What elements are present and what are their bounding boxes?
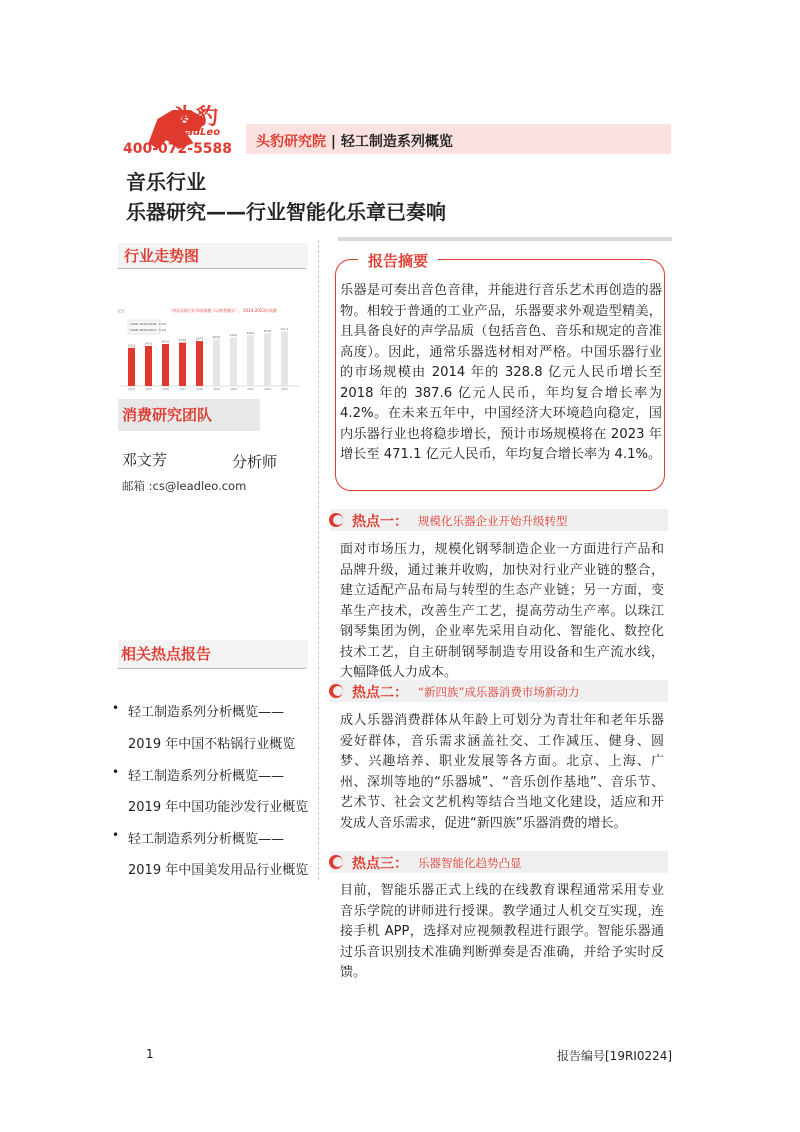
header-title [256,131,453,151]
chart-category-label: 2014 [128,388,135,391]
chart-bar-2018 [196,341,203,386]
chart-category-label: 2022 [264,388,271,391]
chart-value-label: 471.1 [280,327,289,331]
chart-category-label: 2019 [213,388,220,391]
column-divider [318,240,319,880]
related-report-link[interactable]: 2019 年中国美发用品行业概览 [128,863,309,878]
divider [338,237,672,241]
chart-bar-2014 [128,348,135,386]
hotpoint-text: 目前，智能乐器正式上线的在线教育课程通常采用专业音乐学院的讲师进行授课。教学通过人机交互实现，连接手机 APP，选择对应视频教程进行跟学。智能乐器通过乐音识别技术准确判断弹奏是否准确，并给予实时反馈。 [340,883,664,980]
chart-value-label: 374.0 [178,339,187,343]
summary-text: 乐器是可奏出音色音律，并能进行音乐艺术再创造的器物。相较于普通的工业产品，乐器要求外观造型精美，且具备良好的声学品质（包括音色、音乐和规定的音准高度）。因此，通常乐器选材相对严格。中国乐器行业的市场规模由 2014 年的 328.8 亿元人民币增长至 2018 年的 387.6 亿元人民币，年均复合增长率为 4.2%。在未来五年中，中国经济大环境趋向稳定，国内乐器行业也将稳步增长，预计市场规模将在 2023 年增长至 471.1 亿元人民币，年均复合增长率为 4.1%。 [340,283,662,462]
crescent-icon [329,513,343,527]
chart-value-label: 362.0 [161,340,170,344]
hotpoint-subtitle: “新四族”成乐器消费市场新动力 [418,685,580,699]
crescent-icon [329,684,343,698]
related-heading: 相关热点报告 [118,640,308,668]
chart-legend-2: CAGR 2019-2023：4.1% [130,328,167,332]
chart-category-label: 2021 [247,388,254,391]
related-report-link[interactable]: 2019 年中国不粘锅行业概览 [128,737,296,752]
hotpoint-subtitle: 乐器智能化趋势凸显 [418,856,522,870]
chart-category-label: 2015 [145,388,152,391]
series-name: 轻工制造系列概览 [340,134,453,150]
hotpoint-text: 成人乐器消费群体从年龄上可划分为青壮年和老年乐器爱好群体，音乐需求涵盖社交、工作减压、健身、圆梦、兴趣培养、职业发展等各方面。北京、上海、广州、深圳等地的“乐器城”、“音乐创作基地”、音乐节、艺术节、社会文艺机构等结合当地文化建设，适应和开发成人音乐需求，促进“新四族”乐器消费的增长。 [340,713,664,831]
chart-bar-2016 [162,344,169,386]
crescent-icon [329,855,343,869]
page-subtitle: 乐器研究——行业智能化乐章已奏响 [126,200,446,224]
chart-bar-2017 [179,343,186,386]
analyst-name: 邓文芳 [122,451,168,469]
chart-category-label: 2016 [162,388,169,391]
trend-heading: 行业走势图 [118,243,308,269]
chart-value-label: 387.6 [195,337,204,341]
related-report-link[interactable]: 轻工制造系列分析概览—— [128,705,285,720]
page-title: 音乐行业 [126,170,206,194]
related-report-link[interactable]: 2019 年中国功能沙发行业概览 [128,800,309,815]
market-size-chart [114,300,306,392]
phone-number: 400-072-5588 [123,141,233,157]
chart-title: 中国乐器行业市场规模（以销售额计），2014-2023年预测 [171,308,277,313]
brand-name-en: LeadLeo [173,127,221,138]
divider [118,268,306,269]
chart-bar-2015 [145,346,152,386]
bullet-icon: • [112,765,120,779]
chart-bar-2023 [281,331,288,386]
institute-name: 头豹研究院 [256,134,326,150]
chart-category-label: 2017 [179,388,186,391]
report-number: 报告编号[19RI0224] [557,1049,673,1063]
bullet-icon: • [112,701,120,715]
chart-value-label: 436.0 [246,331,255,335]
hotpoint-text: 面对市场压力，规模化钢琴制造企业一方面进行产品和品牌升级，通过兼并收购，加快对行业产业链的整合，建立适配产品布局与转型的生态产业链；另一方面，变革生产技术，改善生产工艺，提高劳动生产率。以珠江钢琴集团为例，企业率先采用自动化、智能化、数控化技术工艺，自主研制钢琴制造专用设备和生产流水线，大幅降低人力成本。 [340,542,664,680]
chart-category-label: 2023 [281,388,288,391]
chart-category-label: 2020 [230,388,237,391]
bullet-icon: • [112,828,120,842]
chart-value-label: 419.0 [229,333,238,337]
summary-title: 报告摘要 [358,250,438,271]
analyst-email[interactable]: 邮箱 :cs@leadleo.com [122,479,247,493]
related-report-link[interactable]: 轻工制造系列分析概览—— [128,769,285,784]
chart-value-label: 453.0 [263,329,272,333]
hotpoint-label: 热点一： [352,514,408,530]
hotpoint-label: 热点二： [352,685,408,701]
chart-value-label: 328.8 [127,344,136,348]
chart-value-label: 345.0 [144,342,153,346]
chart-value-label: 403.0 [212,335,221,339]
related-report-link[interactable]: 轻工制造系列分析概览—— [128,832,285,847]
analyst-role: 分析师 [232,453,278,471]
chart-bar-2020 [230,337,237,386]
divider [118,668,306,669]
chart-bar-2022 [264,333,271,386]
chart-bar-2019 [213,339,220,386]
hotpoint-subtitle: 规模化乐器企业开始升级转型 [418,514,568,528]
chart-bar-2021 [247,335,254,386]
separator: | [330,134,336,150]
chart-category-label: 2018 [196,388,203,391]
chart-ylabel: 亿元 [118,309,125,313]
team-heading: 消费研究团队 [118,399,260,431]
chart-legend-1: CAGR 2014-2018：4.2% [130,322,167,326]
hotpoint-label: 热点三： [352,856,408,872]
page-number: 1 [146,1047,154,1061]
brand-name: 头豹 [172,105,221,130]
